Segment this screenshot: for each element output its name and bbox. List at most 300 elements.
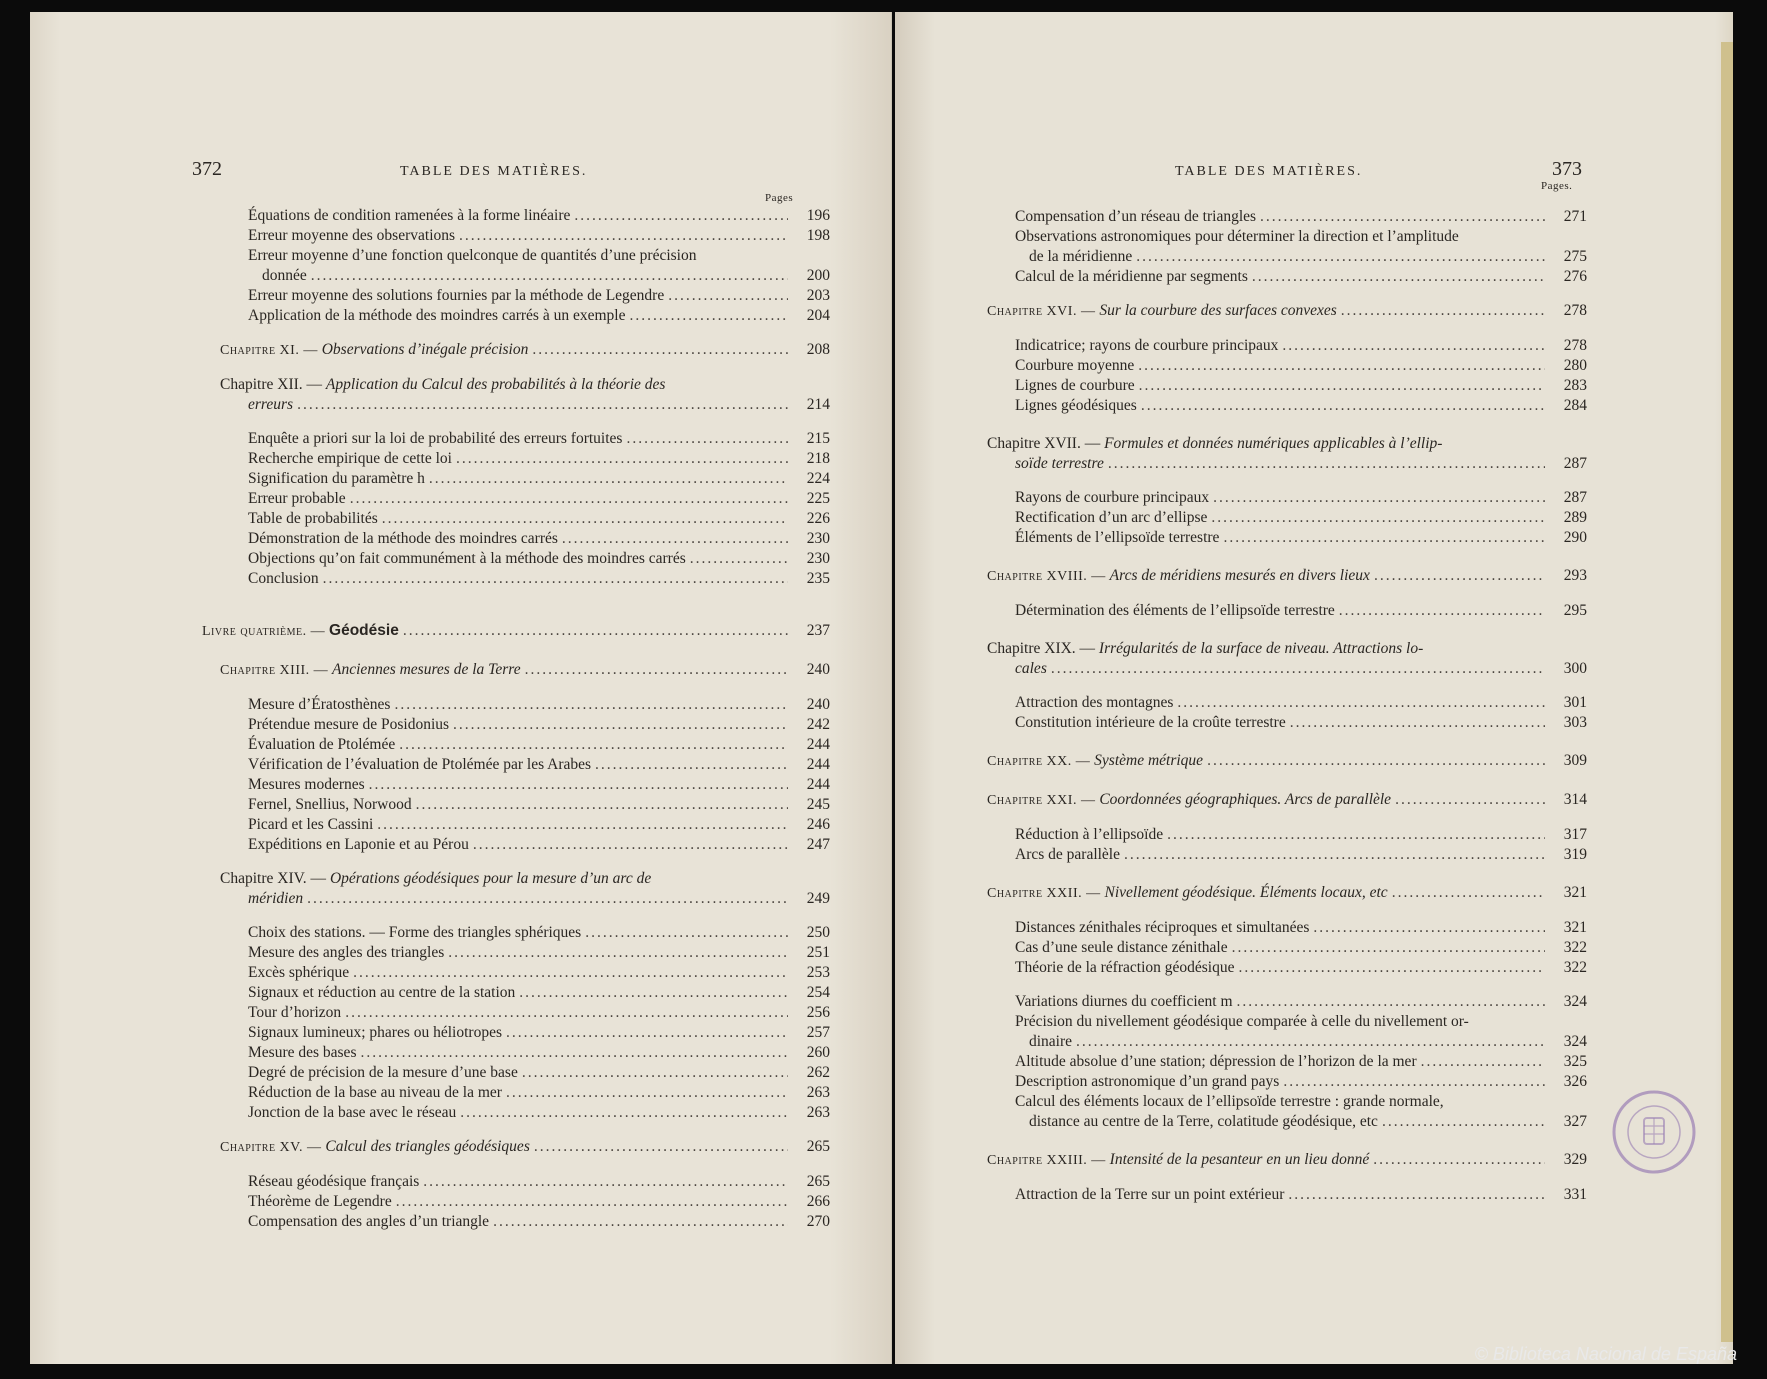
entry-text: Altitude absolue d’une station; dépression de l’horizon de la mer <box>1015 1053 1417 1070</box>
entry-text: Erreur moyenne d’une fonction quelconque de quantités d’une précision <box>248 247 697 264</box>
dot-leader <box>1238 958 1545 978</box>
entry-text: Degré de précision de la mesure d’une base <box>248 1064 518 1081</box>
entry-text: Rectification d’un arc d’ellipse <box>1015 509 1208 526</box>
toc-entry <box>220 815 830 835</box>
dot-leader <box>1167 825 1545 845</box>
book-title: Géodésie <box>329 622 399 639</box>
page-number: 373 <box>1552 158 1582 180</box>
page-ref: 265 <box>806 1173 830 1190</box>
toc-entry <box>987 1052 1587 1072</box>
page-ref: 321 <box>1563 884 1587 901</box>
entry-list <box>987 992 1587 1012</box>
page-ref: 263 <box>806 1084 830 1101</box>
chapter-heading <box>220 869 830 909</box>
watermark: © Biblioteca Nacional de España <box>1474 1344 1737 1364</box>
page-ref: 235 <box>806 570 830 587</box>
page-ref: 300 <box>1563 660 1587 677</box>
page-ref: 244 <box>806 776 830 793</box>
page-ref: 276 <box>1563 268 1587 285</box>
chapter-heading <box>220 1137 830 1158</box>
dot-leader <box>1421 1052 1545 1072</box>
toc-entry <box>987 488 1587 508</box>
pages-column-label: Pages. <box>1541 180 1573 192</box>
toc-entry <box>987 396 1587 416</box>
chapter-heading <box>987 883 1587 904</box>
page-ref: 321 <box>1563 919 1587 936</box>
dot-leader <box>1141 396 1545 416</box>
chapter-label: Chapitre XVI. — <box>987 304 1096 319</box>
entry-text: Détermination des éléments de l’ellipsoïde terrestre <box>1015 602 1335 619</box>
dot-leader <box>1124 845 1545 865</box>
book-heading <box>202 621 830 642</box>
entry-text: Théorème de Legendre <box>248 1193 392 1210</box>
toc-entry <box>987 1072 1587 1092</box>
chapter-title: Calcul des triangles géodésiques <box>325 1138 530 1155</box>
entry-text: Mesure d’Ératosthènes <box>248 696 391 713</box>
dot-leader <box>399 735 788 755</box>
library-stamp-icon <box>1610 1088 1698 1176</box>
chapter-label: Chapitre XXIII. — <box>987 1153 1106 1168</box>
entry-list <box>220 286 830 326</box>
toc-entry <box>220 1103 830 1123</box>
toc-entry <box>220 755 830 775</box>
toc-entry <box>220 569 830 589</box>
toc-entry <box>220 943 830 963</box>
entry-text: Mesure des angles des triangles <box>248 944 445 961</box>
pages-column-label: Pages <box>765 192 794 204</box>
chapter-title: méridien <box>248 890 304 907</box>
dot-leader <box>1339 601 1545 621</box>
toc-entry <box>987 508 1587 528</box>
dot-leader <box>1223 528 1545 548</box>
entry-list <box>987 1052 1587 1092</box>
page-ref: 244 <box>806 736 830 753</box>
toc-entry <box>220 775 830 795</box>
dot-leader <box>323 569 788 589</box>
dot-leader <box>1288 1185 1545 1205</box>
entry-text: Équations de condition ramenées à la forme linéaire <box>248 207 571 224</box>
chapter-label: Chapitre XV. — <box>220 1140 322 1155</box>
entry-text: Indicatrice; rayons de courbure principaux <box>1015 337 1279 354</box>
dot-leader <box>377 815 788 835</box>
page-ref: 198 <box>806 227 830 244</box>
page-ref: 196 <box>806 207 830 224</box>
chapter-title: Application du Calcul des probabilités à la théorie des <box>325 376 666 393</box>
chapter-heading <box>987 790 1587 811</box>
entry-list <box>987 336 1587 416</box>
chapter-label: Chapitre XVIII. — <box>987 569 1106 584</box>
entry-text: Attraction des montagnes <box>1015 694 1174 711</box>
chapter-title: Système métrique <box>1094 752 1204 769</box>
page-ref: 204 <box>806 307 830 324</box>
page-ref: 329 <box>1563 1151 1587 1168</box>
toc-entry <box>220 489 830 509</box>
page-ref: 287 <box>1563 489 1587 506</box>
entry-text: Réduction à l’ellipsoïde <box>1015 826 1164 843</box>
dot-leader <box>1213 488 1545 508</box>
entry-list <box>220 1172 830 1232</box>
entry-text: Description astronomique d’un grand pays <box>1015 1073 1280 1090</box>
page-ref: 254 <box>806 984 830 1001</box>
dot-leader <box>416 795 788 815</box>
dot-leader <box>360 1043 788 1063</box>
entry-text: Erreur probable <box>248 490 346 507</box>
table-of-contents <box>202 206 830 1232</box>
entry-text: Démonstration de la méthode des moindres carrés <box>248 530 558 547</box>
toc-entry <box>220 1172 830 1192</box>
chapter-title: cales <box>1015 660 1047 677</box>
page-ref: 253 <box>806 964 830 981</box>
entry-text: donnée <box>262 267 307 284</box>
running-head: TABLE DES MATIÈRES. <box>400 164 588 179</box>
toc-entry <box>220 1192 830 1212</box>
toc-entry <box>987 918 1587 938</box>
dot-leader <box>473 835 788 855</box>
dot-leader <box>1139 376 1545 396</box>
page-ref: 327 <box>1563 1113 1587 1130</box>
page-ref: 257 <box>806 1024 830 1041</box>
chapter-label: Chapitre XI. — <box>220 343 318 358</box>
page-ref: 301 <box>1563 694 1587 711</box>
entry-text: Calcul des éléments locaux de l’ellipsoïde terrestre : grande normale, <box>1015 1093 1444 1110</box>
page-ref: 325 <box>1563 1053 1587 1070</box>
entry-text: Distances zénithales réciproques et simultanées <box>1015 919 1310 936</box>
chapter-title: soïde terrestre <box>1015 455 1104 472</box>
page-ref: 262 <box>806 1064 830 1081</box>
toc-entry <box>987 601 1587 621</box>
dot-leader <box>345 1003 788 1023</box>
toc-entry <box>987 227 1587 267</box>
toc-entry <box>220 735 830 755</box>
page-ref: 263 <box>806 1104 830 1121</box>
left-page <box>30 12 892 1364</box>
page-ref: 266 <box>806 1193 830 1210</box>
entry-text: de la méridienne <box>1029 248 1133 265</box>
entry-text: Théorie de la réfraction géodésique <box>1015 959 1235 976</box>
toc-entry <box>220 429 830 449</box>
page-ref: 230 <box>806 530 830 547</box>
toc-entry <box>987 528 1587 548</box>
page-ref: 289 <box>1563 509 1587 526</box>
chapter-heading <box>220 660 830 681</box>
page-ref: 240 <box>806 696 830 713</box>
toc-entry <box>220 1023 830 1043</box>
dot-leader <box>396 1192 788 1212</box>
entry-text: Réseau géodésique français <box>248 1173 420 1190</box>
toc-entry <box>220 1212 830 1232</box>
page-ref: 326 <box>1563 1073 1587 1090</box>
entry-list <box>987 601 1587 621</box>
dot-leader <box>1313 918 1545 938</box>
chapter-title: Arcs de méridiens mesurés en divers lieux <box>1109 567 1370 584</box>
page-ref: 251 <box>806 944 830 961</box>
toc-entry <box>987 958 1587 978</box>
chapter-label: Chapitre XII. — <box>220 376 323 393</box>
page-ref: 314 <box>1563 791 1587 808</box>
page-ref: 230 <box>806 550 830 567</box>
toc-entry <box>987 693 1587 713</box>
toc-entry <box>220 983 830 1003</box>
chapter-heading <box>220 375 830 415</box>
entry-text: Choix des stations. — Forme des triangles sphériques <box>248 924 582 941</box>
entry-text: Excès sphérique <box>248 964 350 981</box>
page-ref: 203 <box>806 287 830 304</box>
entry-text: Fernel, Snellius, Norwood <box>248 796 412 813</box>
toc-entry <box>220 835 830 855</box>
toc-entry <box>220 206 830 226</box>
toc-entry <box>220 695 830 715</box>
entry-text: Évaluation de Ptolémée <box>248 736 396 753</box>
dot-leader <box>429 469 788 489</box>
entry-text: Calcul de la méridienne par segments <box>1015 268 1248 285</box>
page-ref: 324 <box>1563 1033 1587 1050</box>
toc-entry <box>987 336 1587 356</box>
chapter-title: Intensité de la pesanteur en un lieu donné <box>1109 1151 1370 1168</box>
entry-text: Cas d’une seule distance zénithale <box>1015 939 1228 956</box>
toc-entry <box>220 963 830 983</box>
chapter-title: Nivellement géodésique. Éléments locaux, etc <box>1104 884 1388 901</box>
page-ref: 290 <box>1563 529 1587 546</box>
page-ref: 319 <box>1563 846 1587 863</box>
entry-text: Conclusion <box>248 570 319 587</box>
chapter-label: Chapitre XXII. — <box>987 886 1101 901</box>
page-ref: 245 <box>806 796 830 813</box>
chapter-label: Chapitre XIII. — <box>220 663 329 678</box>
toc-entry <box>220 469 830 489</box>
chapter-heading <box>987 434 1587 474</box>
page-ref: 249 <box>806 890 830 907</box>
page-ref: 331 <box>1563 1186 1587 1203</box>
entry-text: Vérification de l’évaluation de Ptolémée par les Arabes <box>248 756 592 773</box>
toc-entry <box>220 923 830 943</box>
entry-list <box>987 1185 1587 1205</box>
entry-text: Enquête a priori sur la loi de probabilité des erreurs fortuites <box>248 430 623 447</box>
page-ref: 295 <box>1563 602 1587 619</box>
page-ref: 317 <box>1563 826 1587 843</box>
page-ref: 287 <box>1563 455 1587 472</box>
entry-text: Recherche empirique de cette loi <box>248 450 452 467</box>
page-ref: 293 <box>1563 567 1587 584</box>
toc-entry <box>220 226 830 246</box>
page-ref: 303 <box>1563 714 1587 731</box>
toc-entry <box>987 376 1587 396</box>
page-ref: 215 <box>806 430 830 447</box>
dot-leader <box>459 226 788 246</box>
toc-entry <box>220 306 830 326</box>
page-ref: 280 <box>1563 357 1587 374</box>
entry-text: Picard et les Cassini <box>248 816 374 833</box>
page-ref: 200 <box>806 267 830 284</box>
dot-leader <box>456 449 788 469</box>
dot-leader <box>668 286 788 306</box>
entry-text: Arcs de parallèle <box>1015 846 1120 863</box>
page-ref: 275 <box>1563 248 1587 265</box>
page-number: 372 <box>192 158 222 180</box>
entry-text: dinaire <box>1029 1033 1073 1050</box>
dot-leader <box>1283 1072 1545 1092</box>
page-ref: 237 <box>806 622 830 639</box>
toc-entry <box>220 529 830 549</box>
dot-leader <box>1211 508 1545 528</box>
entry-text: Variations diurnes du coefficient m <box>1015 993 1233 1010</box>
dot-leader <box>423 1172 788 1192</box>
chapter-heading <box>987 751 1587 772</box>
dot-leader <box>1138 356 1545 376</box>
dot-leader <box>506 1083 788 1103</box>
dot-leader <box>595 755 788 775</box>
page-ref: 265 <box>806 1138 830 1155</box>
dot-leader <box>519 983 788 1003</box>
entry-text: Jonction de la base avec le réseau <box>248 1104 457 1121</box>
chapter-label: Chapitre XX. — <box>987 754 1091 769</box>
entry-text: Tour d’horizon <box>248 1004 342 1021</box>
page-ref: 242 <box>806 716 830 733</box>
page-ref: 322 <box>1563 939 1587 956</box>
entry-text: Mesure des bases <box>248 1044 357 1061</box>
entry-list <box>220 695 830 855</box>
toc-entry <box>220 1043 830 1063</box>
toc-entry <box>220 715 830 735</box>
toc-entry <box>220 286 830 306</box>
toc-entry <box>220 449 830 469</box>
dot-leader <box>626 429 788 449</box>
running-head: TABLE DES MATIÈRES. <box>1175 164 1363 179</box>
chapter-heading <box>220 340 830 361</box>
page-ref: 309 <box>1563 752 1587 769</box>
entry-list <box>987 693 1587 733</box>
entry-text: Prétendue mesure de Posidonius <box>248 716 450 733</box>
entry-text: Signification du paramètre h <box>248 470 425 487</box>
entry-text: Application de la méthode des moindres carrés à un exemple <box>248 307 626 324</box>
chapter-title: Observations d’inégale précision <box>321 341 529 358</box>
page-ref: 225 <box>806 490 830 507</box>
dot-leader <box>1232 938 1545 958</box>
entry-text: Erreur moyenne des observations <box>248 227 456 244</box>
dot-leader <box>574 206 788 226</box>
entry-list <box>220 206 830 246</box>
dot-leader <box>369 775 788 795</box>
dot-leader <box>448 943 788 963</box>
chapter-label: Chapitre XIV. — <box>220 870 327 887</box>
page-ref: 270 <box>806 1213 830 1230</box>
page-ref: 226 <box>806 510 830 527</box>
entry-text: Signaux et réduction au centre de la station <box>248 984 516 1001</box>
toc-entry <box>987 1185 1587 1205</box>
dot-leader <box>382 509 788 529</box>
chapter-title: erreurs <box>248 396 294 413</box>
page-ref: 240 <box>806 661 830 678</box>
entry-list <box>220 429 830 589</box>
entry-text: distance au centre de la Terre, colatitude géodésique, etc <box>1029 1113 1378 1130</box>
entry-text: Rayons de courbure principaux <box>1015 489 1210 506</box>
dot-leader <box>1177 693 1545 713</box>
book-label: Livre quatrième. — <box>202 624 326 639</box>
page-ref: 224 <box>806 470 830 487</box>
toc-entry <box>987 1012 1587 1052</box>
toc-entry <box>987 825 1587 845</box>
page-ref: 256 <box>806 1004 830 1021</box>
dot-leader <box>1290 713 1545 733</box>
toc-entry <box>987 356 1587 376</box>
chapter-title: Opérations géodésiques pour la mesure d’un arc de <box>329 870 652 887</box>
page-ref: 284 <box>1563 397 1587 414</box>
dot-leader <box>629 306 788 326</box>
toc-entry <box>220 1003 830 1023</box>
entry-list <box>987 825 1587 865</box>
entry-list <box>987 488 1587 548</box>
toc-entry <box>987 207 1587 227</box>
page-ref: 214 <box>806 396 830 413</box>
page-ref: 246 <box>806 816 830 833</box>
dot-leader <box>394 695 788 715</box>
entry-text: Observations astronomiques pour déterminer la direction et l’amplitude <box>1015 228 1459 245</box>
page-ref: 244 <box>806 756 830 773</box>
dot-leader <box>460 1103 788 1123</box>
toc-entry <box>220 1083 830 1103</box>
entry-text: Erreur moyenne des solutions fournies par la méthode de Legendre <box>248 287 665 304</box>
chapter-label: Chapitre XXI. — <box>987 793 1096 808</box>
page-ref: 322 <box>1563 959 1587 976</box>
entry-text: Précision du nivellement géodésique comparée à celle du nivellement or- <box>1015 1013 1469 1030</box>
toc-entry <box>987 267 1587 287</box>
entry-list <box>220 923 830 1123</box>
toc-entry <box>220 795 830 815</box>
entry-text: Réduction de la base au niveau de la mer <box>248 1084 502 1101</box>
toc-entry <box>220 509 830 529</box>
toc-entry <box>987 992 1587 1012</box>
page-ref: 247 <box>806 836 830 853</box>
entry-text: Mesures modernes <box>248 776 365 793</box>
chapter-title: Sur la courbure des surfaces convexes <box>1099 302 1337 319</box>
chapter-label: Chapitre XVII. — <box>987 435 1101 452</box>
dot-leader <box>522 1063 788 1083</box>
toc-entry <box>987 938 1587 958</box>
page-ref: 278 <box>1563 302 1587 319</box>
dot-leader <box>493 1212 788 1232</box>
entry-text: Compensation des angles d’un triangle <box>248 1213 490 1230</box>
chapter-heading <box>987 301 1587 322</box>
dot-leader <box>690 549 788 569</box>
chapter-heading <box>987 566 1587 587</box>
toc-entry <box>987 713 1587 733</box>
dot-leader <box>585 923 788 943</box>
toc-entry <box>220 1063 830 1083</box>
toc-entry <box>987 1092 1587 1132</box>
dot-leader <box>506 1023 788 1043</box>
chapter-label: Chapitre XIX. — <box>987 640 1096 657</box>
entry-text: Constitution intérieure de la croûte terrestre <box>1015 714 1286 731</box>
entry-text: Signaux lumineux; phares ou héliotropes <box>248 1024 502 1041</box>
toc-entry <box>987 845 1587 865</box>
dot-leader <box>353 963 788 983</box>
toc-entry <box>220 549 830 569</box>
entry-text: Courbure moyenne <box>1015 357 1135 374</box>
page-ref: 218 <box>806 450 830 467</box>
toc-entry <box>220 246 830 286</box>
entry-text: Lignes géodésiques <box>1015 397 1137 414</box>
page-ref: 283 <box>1563 377 1587 394</box>
page-ref: 250 <box>806 924 830 941</box>
entry-text: Table de probabilités <box>248 510 378 527</box>
page-edge <box>1721 42 1733 1342</box>
dot-leader <box>453 715 788 735</box>
page-ref: 324 <box>1563 993 1587 1010</box>
dot-leader <box>1282 336 1545 356</box>
chapter-title: Formules et données numériques applicables à l’ellip- <box>1104 435 1443 452</box>
entry-text: Expéditions en Laponie et au Pérou <box>248 836 469 853</box>
dot-leader <box>562 529 788 549</box>
entry-text: Attraction de la Terre sur un point extérieur <box>1015 1186 1285 1203</box>
